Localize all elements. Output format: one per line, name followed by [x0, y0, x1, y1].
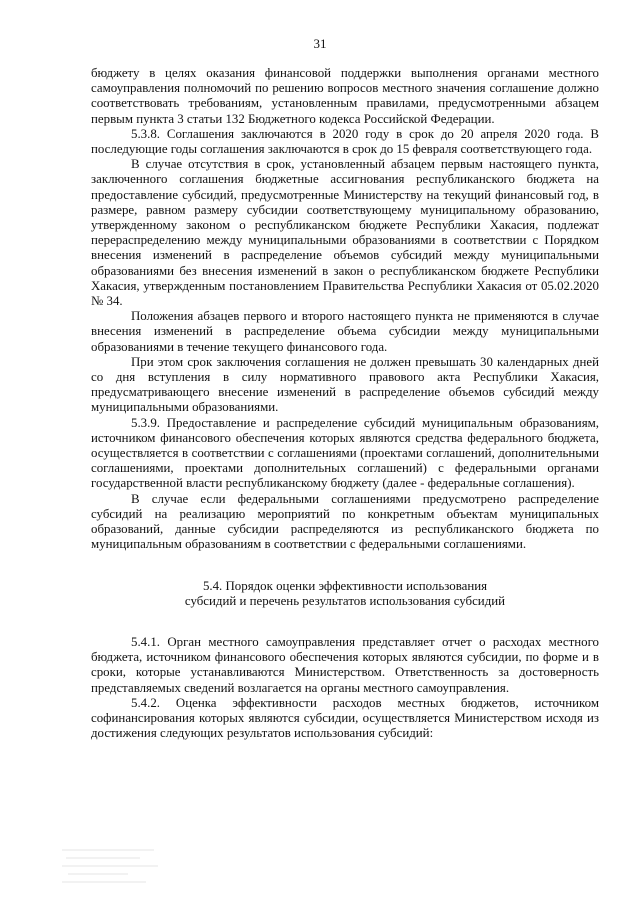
paragraph: бюджету в целях оказания финансовой поддержки выполнения органами местного самоуправления полномочий по решению вопросов местного значения соглашение должно соответствовать требованиям, установленным правилами, предусмотренными абзацем первым пункта 3 статьи 132 Бюджетного кодекса Российской Федерации.: [91, 66, 599, 126]
paragraph: Положения абзацев первого и второго настоящего пункта не применяются в случае внесения изменений в распределение объема субсидии между муниципальными образованиями в течение текущего финансового года.: [91, 309, 599, 354]
paragraph: 5.4.1. Орган местного самоуправления представляет отчет о расходах местного бюджета, источником финансового обеспечения которых являются субсидии, по форме и в сроки, которые устанавливаются Министерством. Ответственность за достоверность представляемых сведений возлагается на органы местного самоуправления.: [91, 634, 599, 695]
paragraph: При этом срок заключения соглашения не должен превышать 30 календарных дней со дня вступления в силу нормативного правового акта Республики Хакасия, предусматривающего внесение изменений в распределение объемов субсидий между муниципальными образованиями.: [91, 354, 599, 415]
paragraph: В случае отсутствия в срок, установленный абзацем первым настоящего пункта, заключенного соглашения бюджетные ассигнования республиканского бюджета на предоставление субсидий, предусмотренные Министерству на текущий финансовый год, в размере, равном размеру субсидии соответствующему муниципальному образованию, утвержденному законом о республиканском бюджете Республики Хакасия, подлежат перераспределению между муниципальными образованиями в соответствии с Порядком внесения изменений в распределение объемов субсидий между муниципальными образованиями без внесения изменений в закон о республиканском бюджете Республики Хакасия, утвержденным постановлением Правительства Республики Хакасия от 05.02.2020 № 34.: [91, 157, 599, 309]
paragraph: 5.4.2. Оценка эффективности расходов местных бюджетов, источником софинансирования которых являются субсидии, осуществляется Министерством исходя из достижения следующих результатов использования субсидий:: [91, 695, 599, 741]
paragraph: В случае если федеральными соглашениями предусмотрено распределение субсидий на реализацию мероприятий по конкретным объектам муниципальных образований, данные субсидии распределяются из республиканского бюджета по муниципальным образованиям в соответствии с федеральными соглашениями.: [91, 491, 599, 552]
paragraph: 5.3.8. Соглашения заключаются в 2020 году в срок до 20 апреля 2020 года. В последующие годы соглашения заключаются в срок до 15 февраля соответствующего года.: [91, 126, 599, 157]
paragraphs-before-heading: [91, 66, 599, 553]
page-number: 31: [313, 36, 327, 51]
paragraphs-after-heading: [91, 635, 599, 741]
section-heading-line-2: субсидий и перечень результатов использования субсидий: [184, 593, 506, 608]
faint-stamp-mark: [58, 842, 168, 890]
document-body: [91, 66, 599, 741]
paragraph: 5.3.9. Предоставление и распределение субсидий муниципальным образованиям, источником финансового обеспечения которых являются средства федерального бюджета, осуществляется в соответствии с соглашениями (проектами соглашений, дополнительными соглашениями, проектами дополнительных соглашений) с федеральными органами государственной власти республиканскому бюджету (далее - федеральные соглашения).: [91, 415, 599, 491]
section-heading-line-1: 5.4. Порядок оценки эффективности использования: [202, 578, 488, 593]
section-heading: [91, 579, 599, 609]
